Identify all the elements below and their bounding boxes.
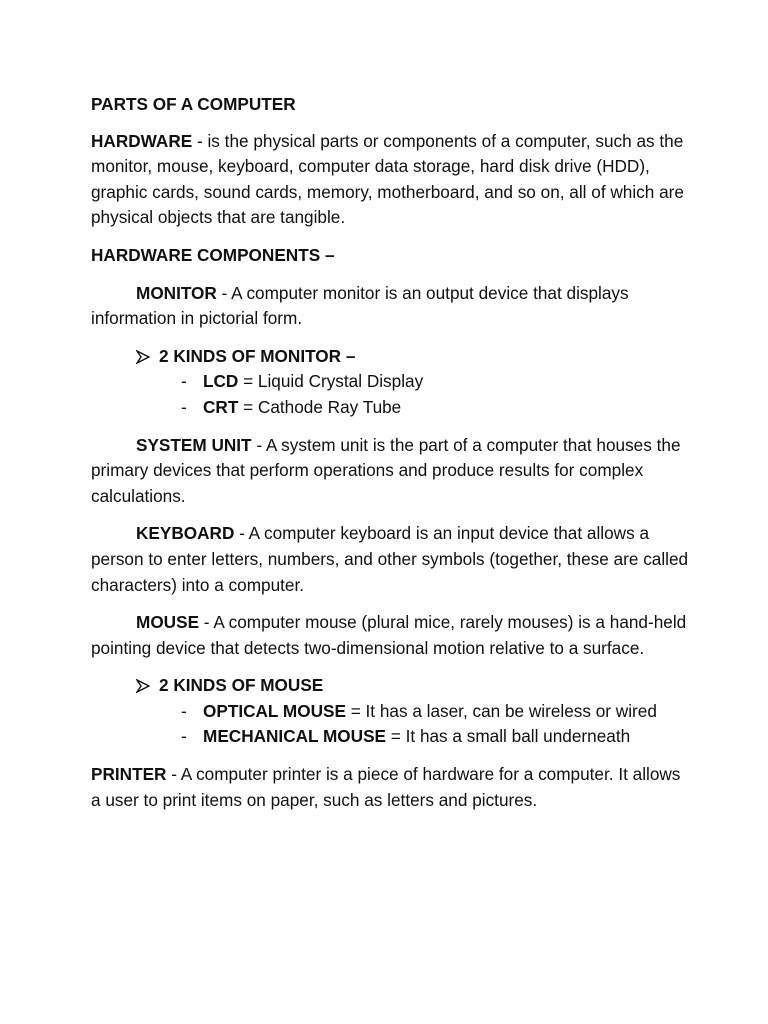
list-item-desc: = It has a laser, can be wireless or wired xyxy=(345,700,657,721)
monitor-text: - A computer monitor is an output device that displays information in pictorial form. xyxy=(91,282,629,329)
hardware-text: - is the physical parts or components of a computer, such as the monitor, mouse, keyboard, computer data storage, hard disk drive (HDD), graphic cards, sound cards, memory, motherboard, and so on, all of which are physical objects that are tangible. xyxy=(91,130,684,228)
list-item-desc: = It has a small ball underneath xyxy=(386,726,631,747)
keyboard-paragraph xyxy=(91,521,691,598)
system-unit-text: - A system unit is the part of a computer that houses the primary devices that perform operations and produce results for complex calculations. xyxy=(91,434,681,506)
list-item-term: OPTICAL MOUSE xyxy=(203,700,346,721)
dash-bullet: - xyxy=(181,396,187,417)
mouse-text: - A computer mouse (plural mice, rarely mouses) is a hand-held pointing device that detects two-dimensional motion relative to a surface. xyxy=(91,612,687,658)
list-item xyxy=(91,699,691,725)
list-item-text xyxy=(203,724,691,750)
system-unit-term: SYSTEM UNIT xyxy=(136,434,252,455)
mouse-term: MOUSE xyxy=(136,612,200,633)
list-item-text xyxy=(203,699,691,725)
list-item xyxy=(91,395,691,421)
dash-bullet: - xyxy=(181,371,187,392)
printer-text: - A computer printer is a piece of hardware for a computer. It allows a user to print items on paper, such as letters and pictures. xyxy=(91,764,681,810)
monitor-kinds-list xyxy=(91,344,691,421)
arrow-bullet-icon xyxy=(136,350,150,364)
monitor-term: MONITOR xyxy=(136,282,217,303)
list-item-term: CRT xyxy=(203,396,239,417)
list-item-term: MECHANICAL MOUSE xyxy=(203,726,387,747)
system-unit-paragraph xyxy=(91,433,691,510)
list-item-term: LCD xyxy=(203,371,239,392)
mouse-kinds-heading xyxy=(91,673,691,699)
hardware-term: HARDWARE xyxy=(91,130,193,151)
mouse-paragraph xyxy=(91,610,691,661)
monitor-paragraph xyxy=(91,281,691,332)
list-item-text xyxy=(203,369,691,395)
printer-paragraph xyxy=(91,762,691,813)
document-page xyxy=(91,92,691,825)
mouse-kinds-heading-text: 2 KINDS OF MOUSE xyxy=(159,675,324,696)
arrow-bullet-icon xyxy=(136,679,150,693)
mouse-kinds-list xyxy=(91,673,691,750)
hardware-paragraph xyxy=(91,129,691,231)
list-item-desc: = Cathode Ray Tube xyxy=(238,396,402,417)
keyboard-text: - A computer keyboard is an input device that allows a person to enter letters, numbers, and other symbols (together, these are called characters) into a computer. xyxy=(91,523,689,595)
monitor-kinds-heading xyxy=(91,344,691,370)
list-item xyxy=(91,369,691,395)
dash-bullet: - xyxy=(181,726,187,747)
dash-bullet: - xyxy=(181,700,187,721)
list-item-desc: = Liquid Crystal Display xyxy=(238,371,424,392)
page-title: PARTS OF A COMPUTER xyxy=(91,94,296,114)
monitor-kinds-heading-text: 2 KINDS OF MONITOR – xyxy=(159,345,356,366)
list-item-text xyxy=(203,395,691,421)
keyboard-term: KEYBOARD xyxy=(136,523,235,544)
printer-term: PRINTER xyxy=(91,764,167,785)
components-heading xyxy=(91,243,691,269)
list-item xyxy=(91,724,691,750)
components-heading-text: HARDWARE COMPONENTS – xyxy=(91,244,335,265)
